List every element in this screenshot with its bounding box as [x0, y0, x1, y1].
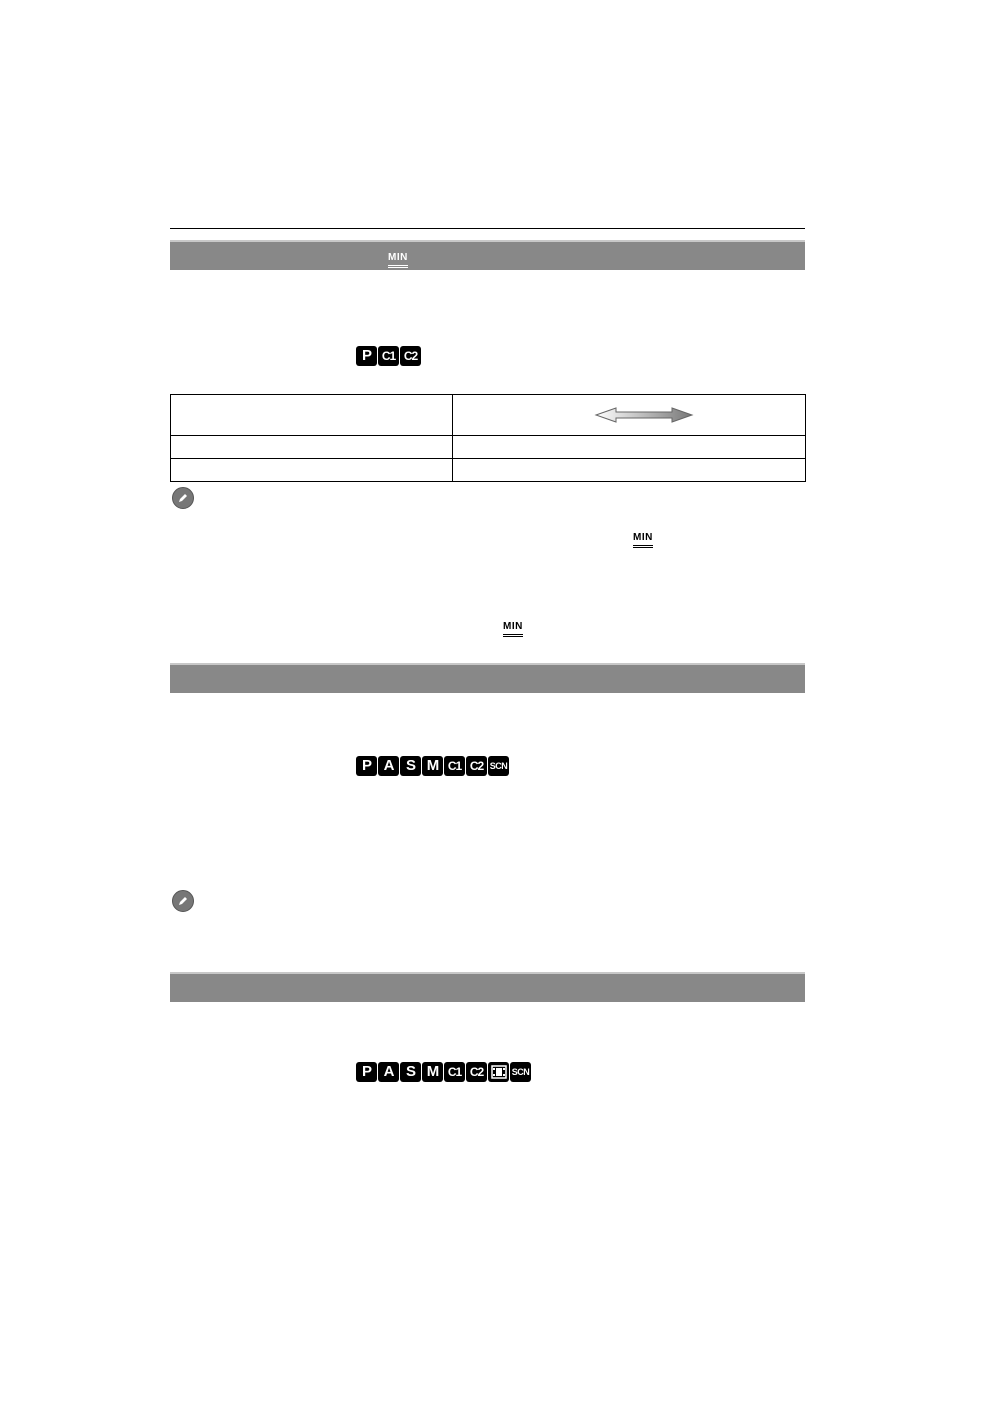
settings-table [170, 394, 806, 482]
section-3-mode-icons [356, 1062, 531, 1082]
table-header-row [171, 395, 806, 436]
mode-p-icon: P [356, 756, 377, 776]
table-cell [171, 459, 453, 482]
min-symbol-text: MIN [503, 622, 523, 637]
movie-mode-icon [488, 1062, 509, 1082]
header-rule [170, 228, 805, 229]
mode-m-icon: M [422, 1062, 443, 1082]
table-cell [453, 459, 806, 482]
table-row [171, 459, 806, 482]
mode-s-icon: S [400, 756, 421, 776]
table-cell [453, 436, 806, 459]
mode-p-icon: P [356, 1062, 377, 1082]
min-symbol-note [633, 527, 653, 548]
double-arrow-icon [594, 406, 694, 424]
section-1-mode-icons [356, 346, 421, 366]
mode-scn-icon: SCN [510, 1062, 531, 1082]
table-cell [171, 436, 453, 459]
mode-c1-icon: C1 [444, 1062, 465, 1082]
mode-p-icon: P [356, 346, 377, 366]
mode-c2-icon: C2 [466, 756, 487, 776]
mode-a-icon: A [378, 1062, 399, 1082]
min-symbol-note [503, 616, 523, 637]
mode-a-icon: A [378, 756, 399, 776]
mode-c2-icon: C2 [400, 346, 421, 366]
section-2-mode-icons [356, 756, 509, 776]
mode-c2-icon: C2 [466, 1062, 487, 1082]
mode-c1-icon: C1 [378, 346, 399, 366]
min-symbol-heading [388, 247, 408, 268]
table-header-cell-right [453, 395, 806, 436]
mode-scn-icon: SCN [488, 756, 509, 776]
section-2-heading-bar [170, 663, 805, 693]
min-symbol-text: MIN [388, 253, 408, 268]
section-1-heading-bar [170, 240, 805, 270]
mode-s-icon: S [400, 1062, 421, 1082]
note-pencil-icon [172, 487, 194, 509]
table-header-cell-left [171, 395, 453, 436]
section-3-heading-bar [170, 972, 805, 1002]
min-symbol-text: MIN [633, 533, 653, 548]
note-pencil-icon [172, 890, 194, 912]
mode-c1-icon: C1 [444, 756, 465, 776]
table-row [171, 436, 806, 459]
mode-m-icon: M [422, 756, 443, 776]
